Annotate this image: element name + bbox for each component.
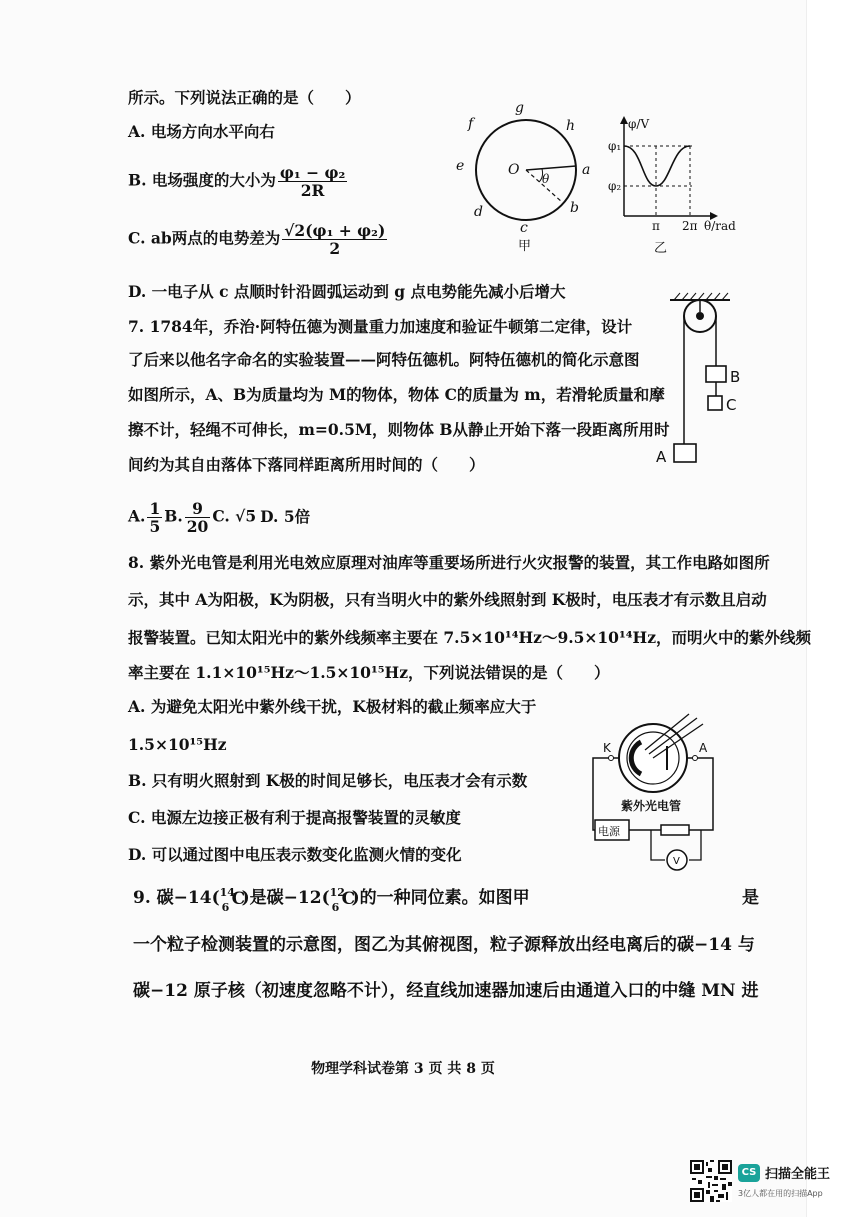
q6-figure-jia <box>450 98 610 258</box>
y-label: φ/V <box>628 117 650 131</box>
caption-yi: 乙 <box>654 241 668 256</box>
label-b: b <box>570 200 579 216</box>
q8-line2: 示，其中 A为阳极，K为阴极，只有当明火中的紫外线照射到 K极时，电压表才有示数且启动 <box>128 590 767 609</box>
label-o: O <box>508 162 520 178</box>
q6-option-c: C. ab两点的电势差为 $\frac{\text{√2(φ₁ + φ₂)}}{2}$ <box>128 221 386 258</box>
terminal-k <box>609 756 614 761</box>
label-a: A <box>699 741 708 755</box>
q7-line4: 擦不计，轻绳不可伸长，m=0.5M，则物体 B从静止开始下落一段距离所用时 <box>128 420 670 439</box>
label-b: B <box>730 368 741 386</box>
q7-line5: 间约为其自由落体下落同样距离所用时间的（ ） <box>128 455 485 474</box>
block-a <box>674 444 696 462</box>
q6-option-a: A. 电场方向水平向右 <box>128 122 275 141</box>
camscanner-logo: CS <box>738 1164 760 1182</box>
label-c: c <box>520 220 528 236</box>
tick-pi: π <box>652 219 660 233</box>
q8-option-b: B. 只有明火照射到 K极的时间足够长，电压表才会有示数 <box>128 771 528 790</box>
caption-jia: 甲 <box>518 239 532 254</box>
qr-code-icon <box>690 1160 732 1202</box>
block-c <box>708 396 722 410</box>
q8-circuit-figure <box>585 712 735 882</box>
phi-curve <box>624 146 690 186</box>
tick-2pi: 2π <box>682 219 698 233</box>
tube-caption: 紫外光电管 <box>621 799 682 813</box>
label-a: A <box>656 448 667 466</box>
voltmeter-label: V <box>673 856 680 867</box>
q7-line2: 了后来以他名字命名的实验装置——阿特伍德机。阿特伍德机的简化示意图 <box>128 350 640 369</box>
block-b <box>706 366 726 382</box>
label-a: a <box>582 162 591 178</box>
q8-line1: 8. 紫外光电管是利用光电效应原理对油库等重要场所进行火灾报警的装置，其工作电路如图所 <box>128 553 770 572</box>
phi1-label: φ₁ <box>608 139 622 153</box>
wire-right <box>687 758 713 830</box>
label-f: f <box>468 116 474 132</box>
x-label: θ/rad <box>704 219 736 233</box>
terminal-a <box>693 756 698 761</box>
label-theta: θ <box>542 172 550 186</box>
label-g: g <box>515 100 524 116</box>
q7-line3: 如图所示，A、B为质量均为 M的物体，物体 C的质量为 m，若滑轮质量和摩 <box>128 385 665 404</box>
resistor <box>661 825 689 835</box>
q9-line1: 9. 碳−14( 14 6 C )是碳−12( 12 6 C )的一种同位素。如图甲 <box>133 885 530 914</box>
q7-options: A. $\frac{1}{5}$ B. $\frac{9}{20}$ C. √5 D. 5倍 <box>128 499 311 536</box>
q6-intro: 所示。下列说法正确的是（ ） <box>128 88 361 107</box>
pulley-axle <box>696 312 704 320</box>
phi2-label: φ₂ <box>608 179 622 193</box>
q8-option-c: C. 电源左边接正极有利于提高报警装置的灵敏度 <box>128 808 461 827</box>
radius-oa <box>526 166 576 170</box>
q9-line1-tail: 是 <box>742 888 759 908</box>
q9-line2: 一个粒子检测装置的示意图，图乙为其俯视图，粒子源释放出经电离后的碳−14 与 <box>133 935 755 955</box>
label-h: h <box>566 118 576 134</box>
q6-option-b: B. 电场强度的大小为 $\frac{\text{φ₁ − φ₂}}{2R}$ <box>128 163 346 200</box>
q7-atwood-figure <box>650 292 760 474</box>
q9-line3: 碳−12 原子核（初速度忽略不计），经直线加速器加速后由通道入口的中缝 MN 进 <box>133 981 759 1001</box>
page-footer: 物理学科试卷第 3 页 共 8 页 <box>311 1061 495 1077</box>
q6-figure-yi <box>604 112 754 262</box>
power-label: 电源 <box>598 825 620 838</box>
y-arrow-icon <box>620 116 628 124</box>
label-k: K <box>603 741 611 755</box>
label-c: C <box>726 396 737 414</box>
meter-wire-right <box>689 830 701 860</box>
page-margin <box>806 0 860 1217</box>
q8-option-a1: A. 为避免太阳光中紫外线干扰，K极材料的截止频率应大于 <box>128 697 537 716</box>
q8-option-a2: 1.5×10¹⁵Hz <box>128 735 227 754</box>
q8-line3: 报警装置。已知太阳光中的紫外线频率主要在 7.5×10¹⁴Hz～9.5×10¹⁴Hz，而明火中的紫外线频 <box>128 628 811 647</box>
q8-line4: 率主要在 1.1×10¹⁵Hz～1.5×10¹⁵Hz，下列说法错误的是（ ） <box>128 663 610 682</box>
camscanner-tagline: 3亿人都在用的扫描App <box>738 1189 823 1198</box>
q6-option-d: D. 一电子从 c 点顺时针沿圆弧运动到 g 点电势能先减小后增大 <box>128 282 566 301</box>
camscanner-name: 扫描全能王 <box>765 1167 831 1182</box>
label-d: d <box>474 204 483 220</box>
label-e: e <box>456 158 465 174</box>
q8-option-d: D. 可以通过图中电压表示数变化监测火情的变化 <box>128 845 462 864</box>
q7-line1: 7. 1784年，乔治·阿特伍德为测量重力加速度和验证牛顿第二定律，设计 <box>128 317 633 336</box>
wire-left <box>593 758 619 830</box>
